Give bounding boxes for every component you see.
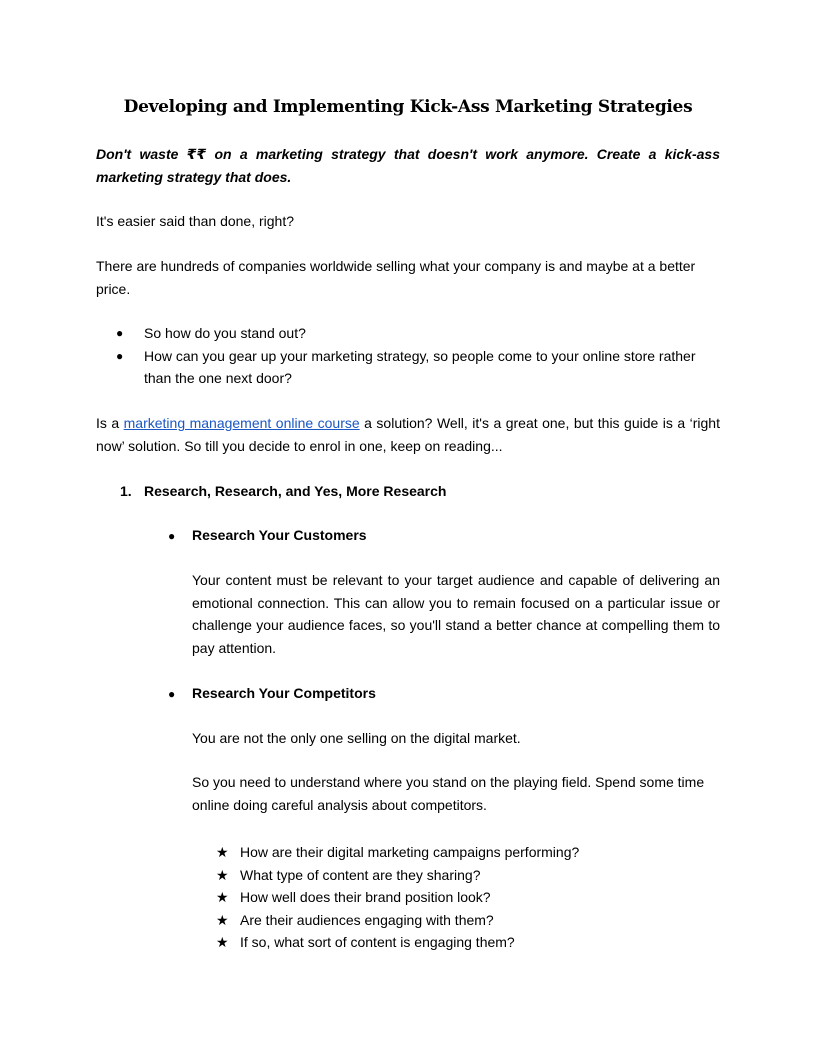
list-item-text: So how do you stand out? (144, 325, 306, 341)
subheading-customers (168, 524, 367, 548)
subheading-competitors (168, 682, 376, 706)
intro-paragraph: Don't waste ₹₹ on a marketing strategy that doesn't work anymore. Create a kick-ass marketing strategy that does. (96, 146, 720, 185)
list-item (216, 864, 579, 887)
list-item (216, 909, 579, 932)
star-icon: ★ (216, 866, 229, 883)
list-item-text: How are their digital marketing campaigns performing? (240, 844, 580, 860)
bullet-icon: ● (116, 348, 124, 363)
section-number: 1. (120, 483, 132, 499)
question-bullet-list (96, 322, 720, 390)
section-title: Research, Research, and Yes, More Research (144, 483, 447, 499)
list-item (96, 322, 720, 345)
star-icon: ★ (216, 911, 229, 928)
marketing-course-link[interactable]: marketing management online course (123, 415, 360, 431)
list-item (216, 886, 579, 909)
paragraph-easier-said: It's easier said than done, right? (96, 213, 295, 229)
list-item-text: Are their audiences engaging with them? (240, 911, 494, 928)
competitor-question-list (216, 841, 579, 954)
bullet-icon: ● (116, 326, 124, 340)
list-item (216, 931, 579, 954)
list-item-text: How can you gear up your marketing strategy, so people come to your online store rather than the one next door? (144, 347, 696, 386)
list-item (216, 841, 579, 864)
list-item-text: If so, what sort of content is engaging them? (240, 934, 515, 950)
paragraph-competition: There are hundreds of companies worldwide selling what your company is and maybe at a better price. (96, 258, 696, 297)
paragraph-course-before: Is a (96, 415, 124, 431)
list-item (96, 345, 720, 390)
customers-paragraph: Your content must be relevant to your target audience and capable of delivering an emotional connection. This can allow you to remain focused on a particular issue or challenge your audience faces, so you'll stand a better chance at compelling them to pay attention. (192, 572, 720, 656)
star-icon: ★ (216, 844, 229, 860)
competitors-paragraph-1: You are not the only one selling on the digital market. (192, 730, 521, 746)
list-item-text: What type of content are they sharing? (240, 866, 481, 883)
subheading-text: Research Your Competitors (192, 685, 376, 701)
competitors-paragraph-2: So you need to understand where you stand on the playing field. Spend some time online doing careful analysis about competitors. (192, 774, 705, 813)
list-item-text: How well does their brand position look? (240, 889, 491, 905)
document-title: Developing and Implementing Kick-Ass Marketing Strategies (123, 97, 693, 117)
section-1-heading (120, 480, 446, 503)
bullet-icon: ● (168, 529, 176, 543)
paragraph-course-after: a solution? Well, it's a great one, but this guide is a ‘right now’ solution. So till you decide to enrol in one, keep on reading... (96, 415, 720, 454)
paragraph-course (96, 412, 720, 457)
bullet-icon: ● (168, 687, 176, 701)
star-icon: ★ (216, 889, 229, 905)
subheading-text: Research Your Customers (192, 527, 367, 543)
star-icon: ★ (216, 934, 229, 950)
